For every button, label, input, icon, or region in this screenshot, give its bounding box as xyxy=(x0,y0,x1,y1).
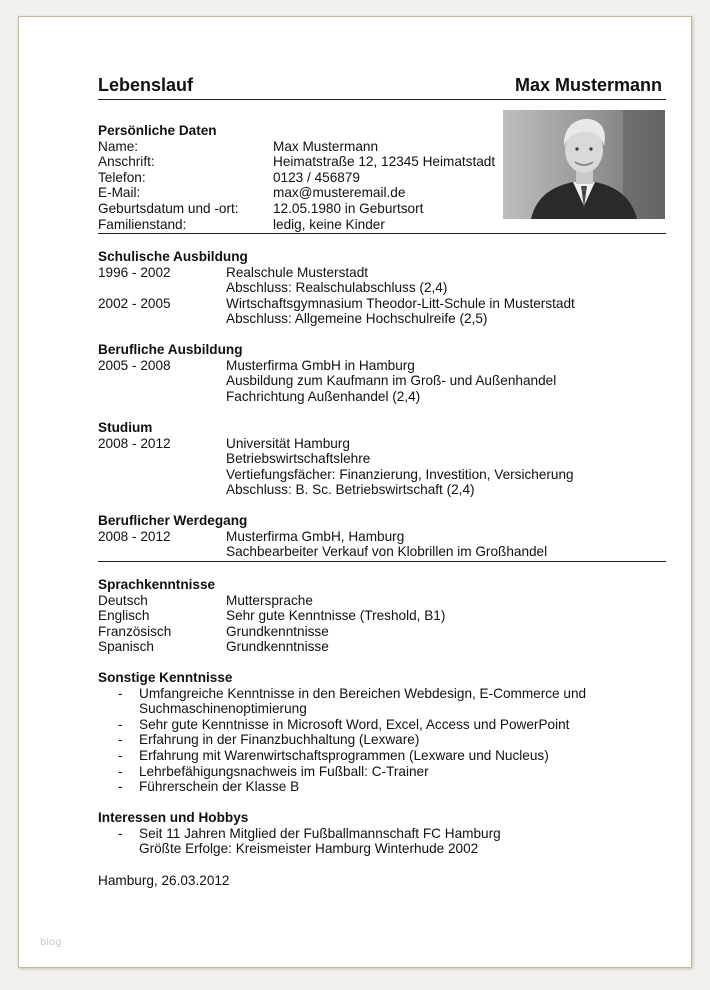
section-languages xyxy=(98,577,666,655)
section-heading: Sprachkenntnisse xyxy=(98,577,216,592)
dash-bullet-icon: - xyxy=(118,716,123,732)
section-heading: Persönliche Daten xyxy=(98,123,217,138)
list-item xyxy=(98,732,666,748)
entry-row xyxy=(98,544,666,560)
portrait-icon xyxy=(503,110,665,219)
entry-value: Musterfirma GmbH in Hamburg xyxy=(226,357,415,373)
document-title: Lebenslauf xyxy=(98,75,194,95)
resume-header xyxy=(98,75,666,100)
entry-label: Englisch xyxy=(98,608,150,624)
entry-value: Wirtschaftsgymnasium Theodor-Litt-Schule in Musterstadt xyxy=(226,295,575,311)
entry-value: Vertiefungsfächer: Finanzierung, Investition, Versicherung xyxy=(226,466,574,482)
entry-row xyxy=(98,639,666,655)
entry-row xyxy=(98,311,666,327)
list-item-text: Erfahrung in der Finanzbuchhaltung (Lexware) xyxy=(139,732,420,748)
hobbies-list xyxy=(98,826,666,857)
dash-bullet-icon: - xyxy=(118,685,123,701)
list-item-text: Sehr gute Kenntnisse in Microsoft Word, Excel, Access und PowerPoint xyxy=(139,716,570,732)
skills-list xyxy=(98,686,666,795)
languages-rows xyxy=(98,593,666,655)
divider-line xyxy=(98,561,666,562)
list-item xyxy=(98,748,666,764)
entry-row xyxy=(98,624,666,640)
list-item-text: Umfangreiche Kenntnisse in den Bereichen Webdesign, E-Commerce und xyxy=(139,685,587,701)
section-heading: Berufliche Ausbildung xyxy=(98,342,243,357)
entry-label: Spanisch xyxy=(98,639,154,655)
entry-row xyxy=(98,373,666,389)
entry-value: Ausbildung zum Kaufmann im Groß- und Außenhandel xyxy=(226,373,557,389)
list-item xyxy=(98,826,666,842)
section-school xyxy=(98,249,666,327)
entry-row xyxy=(98,358,666,374)
entry-row xyxy=(98,593,666,609)
section-hobbies xyxy=(98,810,666,857)
entry-value: Muttersprache xyxy=(226,592,313,608)
entry-value: Universität Hamburg xyxy=(226,435,350,451)
section-career xyxy=(98,513,666,560)
list-item-text: Erfahrung mit Warenwirtschaftsprogrammen (Lexware und Nucleus) xyxy=(139,747,549,763)
entry-row xyxy=(98,467,666,483)
entry-value: Betriebswirtschaftslehre xyxy=(226,451,371,467)
entry-value: 12.05.1980 in Geburtsort xyxy=(273,200,424,216)
section-heading: Interessen und Hobbys xyxy=(98,810,249,825)
entry-label: 2008 - 2012 xyxy=(98,528,171,544)
entry-value: Abschluss: Realschulabschluss (2,4) xyxy=(226,280,448,296)
entry-row xyxy=(98,529,666,545)
entry-label: 2005 - 2008 xyxy=(98,357,171,373)
dash-bullet-icon: - xyxy=(118,747,123,763)
list-item xyxy=(98,701,666,717)
entry-value: max@musteremail.de xyxy=(273,185,406,201)
resume-page xyxy=(18,16,692,968)
entry-row xyxy=(98,482,666,498)
section-heading: Studium xyxy=(98,420,153,435)
entry-label: Familienstand: xyxy=(98,216,187,232)
section-vocational xyxy=(98,342,666,404)
entry-value: Abschluss: B. Sc. Betriebswirtschaft (2,4) xyxy=(226,482,475,498)
entry-row xyxy=(98,296,666,312)
entry-label: Name: xyxy=(98,138,139,154)
applicant-name: Max Mustermann xyxy=(514,75,662,95)
entry-value: Sehr gute Kenntnisse (Treshold, B1) xyxy=(226,608,446,624)
entry-value: ledig, keine Kinder xyxy=(273,216,385,232)
dash-bullet-icon: - xyxy=(118,825,123,841)
section-heading: Schulische Ausbildung xyxy=(98,249,248,264)
dash-bullet-icon: - xyxy=(118,732,123,748)
list-item-text: Größte Erfolge: Kreismeister Hamburg Winterhude 2002 xyxy=(139,841,479,857)
list-item-text: Führerschein der Klasse B xyxy=(139,779,300,795)
school-rows xyxy=(98,265,666,327)
entry-value: Sachbearbeiter Verkauf von Klobrillen im Großhandel xyxy=(226,544,548,560)
entry-value: Grundkenntnisse xyxy=(226,623,329,639)
entry-value: Max Mustermann xyxy=(273,138,379,154)
career-rows xyxy=(98,529,666,560)
entry-row xyxy=(98,265,666,281)
list-item xyxy=(98,841,666,857)
entry-label: Deutsch xyxy=(98,592,148,608)
entry-value: 0123 / 456879 xyxy=(273,169,360,185)
dash-bullet-icon: - xyxy=(118,779,123,795)
section-heading: Beruflicher Werdegang xyxy=(98,513,248,528)
portrait-photo xyxy=(503,110,665,219)
entry-row xyxy=(98,280,666,296)
list-item xyxy=(98,686,666,702)
entry-label: Geburtsdatum und -ort: xyxy=(98,200,239,216)
entry-label: Anschrift: xyxy=(98,154,155,170)
list-item-text: Seit 11 Jahren Mitglied der Fußballmannschaft FC Hamburg xyxy=(139,825,501,841)
watermark-text: blog xyxy=(40,937,62,948)
entry-row xyxy=(98,436,666,452)
study-rows xyxy=(98,436,666,498)
entry-label: E-Mail: xyxy=(98,185,141,201)
vocational-rows xyxy=(98,358,666,405)
place-date-line: Hamburg, 26.03.2012 xyxy=(98,873,230,888)
section-heading: Sonstige Kenntnisse xyxy=(98,670,233,685)
entry-row xyxy=(98,389,666,405)
list-item-text: Lehrbefähigungsnachweis im Fußball: C-Trainer xyxy=(139,763,429,779)
entry-value: Grundkenntnisse xyxy=(226,639,329,655)
entry-label: 2002 - 2005 xyxy=(98,295,171,311)
list-item xyxy=(98,717,666,733)
entry-row xyxy=(98,608,666,624)
entry-value: Musterfirma GmbH, Hamburg xyxy=(226,528,405,544)
list-item-text: Suchmaschinenoptimierung xyxy=(139,701,307,717)
list-item xyxy=(98,764,666,780)
entry-label: Telefon: xyxy=(98,169,146,185)
entry-value: Fachrichtung Außenhandel (2,4) xyxy=(226,388,421,404)
entry-row xyxy=(98,451,666,467)
entry-value: Realschule Musterstadt xyxy=(226,264,369,280)
entry-label: 2008 - 2012 xyxy=(98,435,171,451)
list-item xyxy=(98,779,666,795)
section-skills xyxy=(98,670,666,795)
entry-value: Abschluss: Allgemeine Hochschulreife (2,5) xyxy=(226,311,488,327)
entry-label: Französisch xyxy=(98,623,172,639)
dash-bullet-icon: - xyxy=(118,763,123,779)
entry-label: 1996 - 2002 xyxy=(98,264,171,280)
entry-value: Heimatstraße 12, 12345 Heimatstadt xyxy=(273,154,496,170)
section-study xyxy=(98,420,666,498)
divider-line xyxy=(98,233,666,234)
